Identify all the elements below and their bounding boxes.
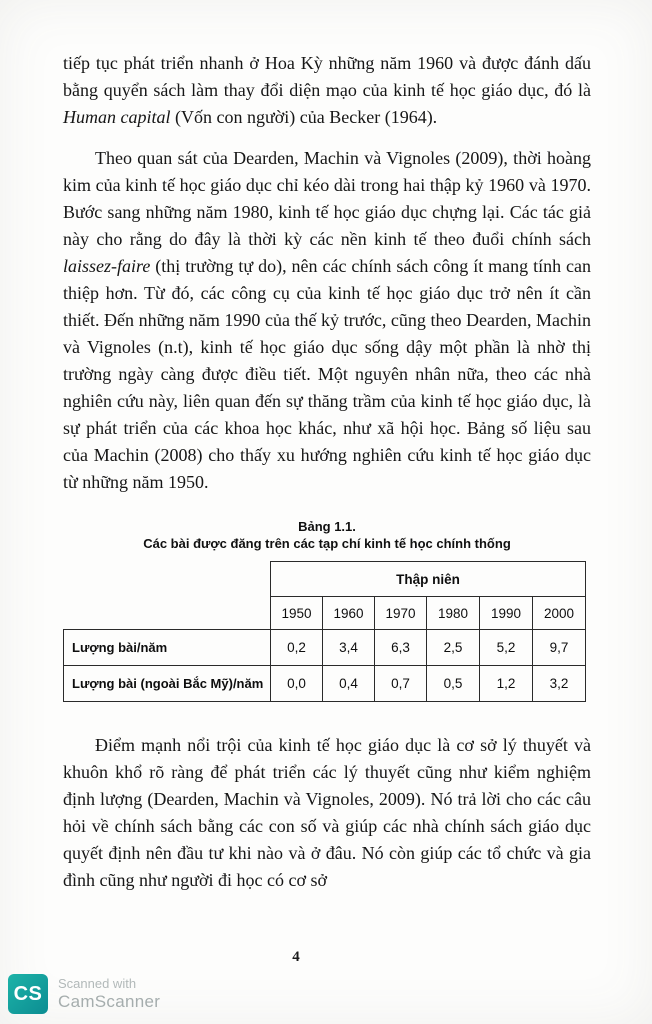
table-cell: 5,2 <box>480 630 533 666</box>
watermark-line1: Scanned with <box>58 976 137 991</box>
table-year-header: 1950 <box>271 597 323 630</box>
table-cell: 0,7 <box>375 666 427 702</box>
paragraph <box>63 145 591 496</box>
page-content <box>63 50 591 894</box>
table-year-header: 1960 <box>323 597 375 630</box>
text-segment: Human capital <box>63 107 171 127</box>
table-year-header: 1990 <box>480 597 533 630</box>
table-row-label: Lượng bài/năm <box>64 630 271 666</box>
camscanner-watermark <box>8 974 160 1014</box>
table-row-label: Lượng bài (ngoài Bắc Mỹ)/năm <box>64 666 271 702</box>
table-cell: 1,2 <box>480 666 533 702</box>
table-cell: 0,4 <box>323 666 375 702</box>
table-year-header: 2000 <box>533 597 586 630</box>
table-row <box>64 630 586 666</box>
table-cell: 0,0 <box>271 666 323 702</box>
page-number: 4 <box>292 949 300 965</box>
table-row <box>64 562 586 597</box>
table-cell: 9,7 <box>533 630 586 666</box>
table-caption-title: Các bài được đăng trên các tạp chí kinh tế học chính thống <box>143 536 511 551</box>
table-group-header: Thập niên <box>271 562 586 597</box>
table-row <box>64 666 586 702</box>
table-cell: 2,5 <box>427 630 480 666</box>
table-blank-cell <box>64 562 271 630</box>
table-year-header: 1970 <box>375 597 427 630</box>
text-segment: Theo quan sát của Dearden, Machin và Vignoles (2009), thời hoàng kim của kinh tế học giáo dục chỉ kéo dài trong hai thập kỷ 1960 và 1970. Bước sang những năm 1980, kinh tế học giáo dục chựng lại. Các tác giả này cho rằng do đây là thời kỳ các nền kinh tế theo đuổi chính sách <box>63 148 591 249</box>
publications-table <box>63 561 586 702</box>
paragraph <box>63 50 591 131</box>
table-year-header: 1980 <box>427 597 480 630</box>
table-caption-number: Bảng 1.1. <box>298 519 356 534</box>
paragraph <box>63 732 591 894</box>
text-segment: laissez-faire <box>63 256 151 276</box>
table-cell: 6,3 <box>375 630 427 666</box>
table-cell: 3,2 <box>533 666 586 702</box>
table-cell: 0,5 <box>427 666 480 702</box>
watermark-text <box>58 976 160 1012</box>
camscanner-logo-icon: CS <box>8 974 48 1014</box>
text-segment: Điểm mạnh nổi trội của kinh tế học giáo dục là cơ sở lý thuyết và khuôn khổ rõ ràng để phát triển các lý thuyết cũng như kiểm nghiệm định lượng (Dearden, Machin và Vignoles, 2009). Nó trả lời cho các câu hỏi về chính sách bằng các con số và giúp các nhà chính sách giáo dục quyết định nên đầu tư khi nào và ở đâu. Nó còn giúp các tổ chức và gia đình cũng như người đi học có cơ sở <box>63 735 591 890</box>
text-segment: (thị trường tự do), nên các chính sách công ít mang tính can thiệp hơn. Từ đó, các công cụ của kinh tế học giáo dục trở nên ít cần thiết. Đến những năm 1990 của thế kỷ trước, cũng theo Dearden, Machin và Vignoles (n.t), kinh tế học giáo dục sống dậy một phần là nhờ thị trường ngày càng được điều tiết. Một nguyên nhân nữa, theo các nhà nghiên cứu này, liên quan đến sự thăng trầm của kinh tế học giáo dục, là sự phát triển của các khoa học khác, như xã hội học. Bảng số liệu sau của Machin (2008) cho thấy xu hướng nghiên cứu kinh tế học giáo dục từ những năm 1950. <box>63 256 591 492</box>
table-caption <box>63 518 591 552</box>
text-segment: tiếp tục phát triển nhanh ở Hoa Kỳ những năm 1960 và được đánh dấu bằng quyển sách làm thay đổi diện mạo của kinh tế học giáo dục, đó là <box>63 53 591 100</box>
table-cell: 0,2 <box>271 630 323 666</box>
table-cell: 3,4 <box>323 630 375 666</box>
watermark-line2: CamScanner <box>58 991 161 1011</box>
text-segment: (Vốn con người) của Becker (1964). <box>170 107 438 127</box>
